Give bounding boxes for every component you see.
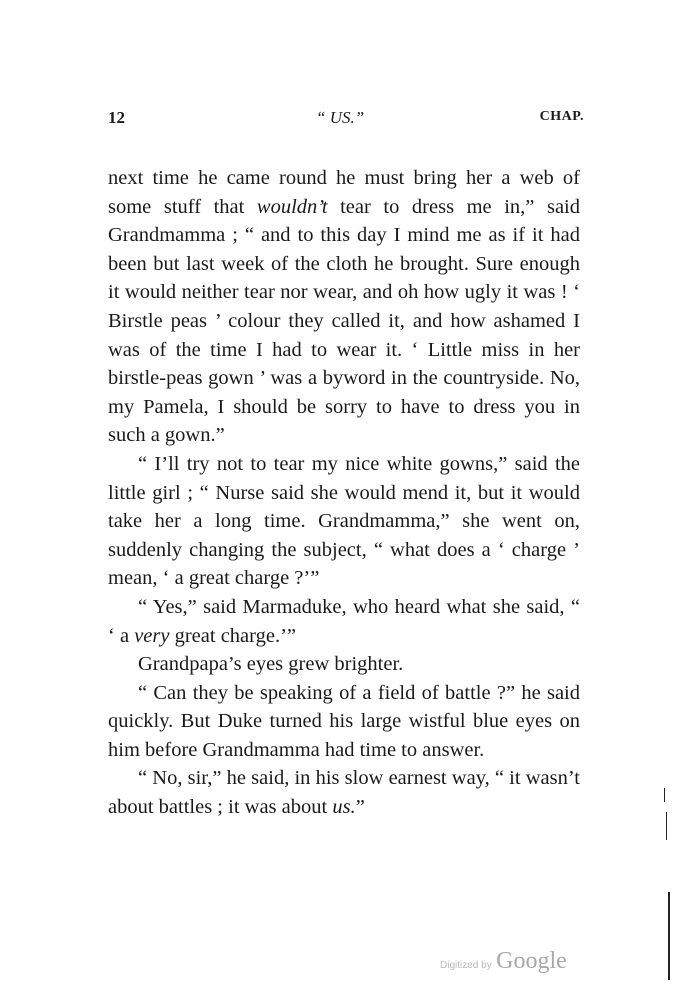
scan-edge-mark (668, 892, 670, 980)
italic-text: very (134, 624, 170, 647)
paragraph (108, 650, 580, 679)
text-run: Grandpapa’s eyes grew brighter. (138, 653, 404, 676)
digitized-by-label: Digitized by (440, 960, 492, 971)
chapter-marker: CHAP. (539, 109, 584, 124)
text-run: “ Can they be speaking of a field of battle ?” he said quickly. But Duke turned his large wistful blue eyes on him before Grandmamma had time to answer. (108, 681, 580, 761)
paragraph (108, 450, 580, 593)
google-logo: Google (496, 948, 567, 974)
paragraph (108, 764, 580, 821)
text-run: tear to dress me in,” said Grandmamma ; “ and to this day I mind me as if it had been but last week of the cloth he brought. Sure enough it would neither tear nor wear, and oh how ugly it was ! ‘ Birstle peas ’ colour they called it, and how ashamed I was of the time I had to wear it. ‘ Little miss in her birstle-peas gown ’ was a byword in the countryside. No, my Pamela, I should be sorry to have to dress you in such a gown.” (108, 195, 580, 447)
italic-text: wouldn’t (256, 195, 328, 218)
text-run: next time he came round he must bring her a web of some stuff that (108, 167, 580, 218)
running-head (108, 108, 584, 132)
text-run: “ Yes,” said Marmaduke, who heard what she said, “ ‘ a (108, 595, 580, 647)
paragraph (108, 164, 580, 450)
digitized-by-watermark (440, 948, 567, 975)
text-run: “ No, sir,” he said, in his slow earnest way, “ it wasn’t about battles ; it was about (108, 767, 580, 819)
scan-edge-mark (666, 812, 667, 840)
page-number: 12 (108, 108, 125, 127)
italic-text: us. (332, 796, 356, 819)
text-run: ” (355, 796, 365, 819)
body-text (108, 164, 580, 822)
scan-edge-mark (664, 788, 665, 802)
text-run: great charge.’” (169, 624, 296, 647)
running-title: “ US.” (316, 108, 365, 127)
paragraph (108, 679, 580, 765)
paragraph (108, 593, 580, 650)
text-run: “ I’ll try not to tear my nice white gowns,” said the little girl ; “ Nurse said she would mend it, but it would take her a long time. Grandmamma,” she went on, suddenly changing the subject, “ what does a ‘ charge ’ mean, ‘ a great charge ?’” (108, 452, 580, 590)
